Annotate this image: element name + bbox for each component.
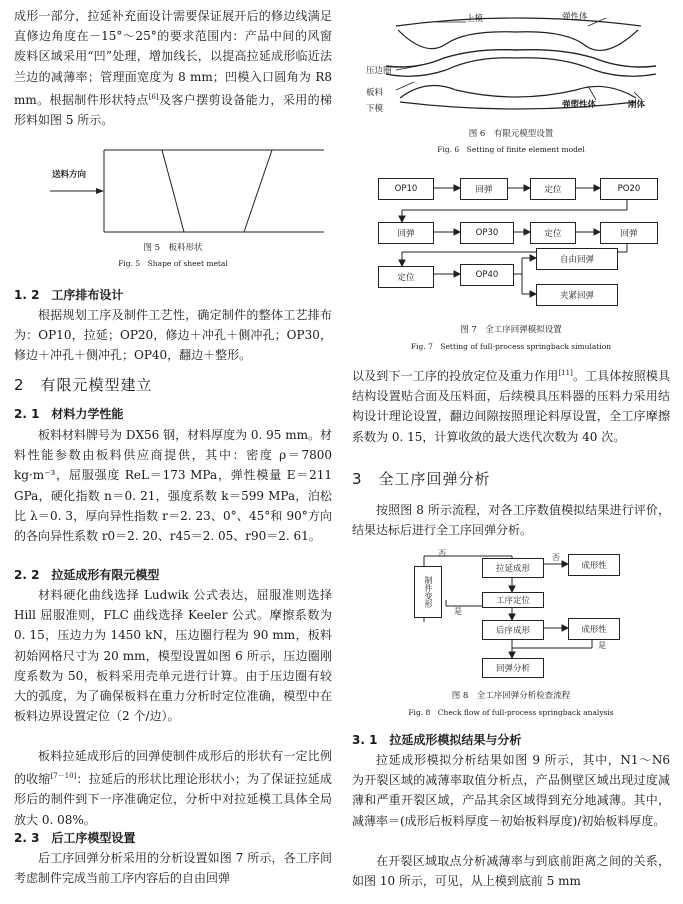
fig7-caption-cn: 图 7 全工序回弹模拟设置: [460, 325, 562, 335]
citation: [6]: [148, 92, 159, 101]
section-3-title: 3 全工序回弹分析: [352, 470, 491, 488]
section-3-text: 按照图 8 所示流程，对各工序数值模拟结果进行评价，结果达标后进行全工序回弹分析。: [352, 503, 670, 538]
flow-position-1: 定位: [530, 178, 576, 200]
flow-formability-1: 成形性: [568, 554, 620, 576]
flow-process-position: 工序定位: [482, 592, 544, 608]
citation: [11]: [558, 369, 573, 377]
section-2-1-text: 板料材料牌号为 DX56 钢，材料厚度为 0. 95 mm。材料性能参数由板料供应商提供，其中：密度 ρ＝7800 kg·m⁻³，屈服强度 ReL＝173 MPa，弹性模量 E＝211 GPa，硬化指数 n＝0. 21，强度系数 k＝599 MPa，泊松比 λ＝0. 3，厚向异性指数 r＝2. 23、0°、45°和 90°方向的各向异性系数 r0＝2. 20、r45＝2. 05、r90＝2. 61。: [14, 428, 332, 544]
label-no-1: 否: [438, 549, 446, 558]
fig6-caption-en: Fig. 6 Setting of finite element model: [437, 145, 585, 154]
figure-7: [372, 170, 662, 320]
fig5-caption-en: Fig. 5 Shape of sheet metal: [118, 259, 228, 268]
label-yes-1: 是: [454, 607, 462, 616]
section-2-title: 2 有限元模型建立: [14, 376, 153, 394]
fig8-caption-en: Fig. 8 Check flow of full-process springback analysis: [408, 708, 614, 717]
flow-part-deformation: 制件变形: [414, 566, 442, 618]
sheet-shape-diagram: [34, 146, 324, 236]
figure-8: [402, 548, 622, 678]
figure-6: [366, 8, 666, 120]
paragraph-top: 成形一部分，拉延补充面设计需要保证展开后的修边线满足直修边角度在－15°～25°的要求范围内：产品中间的风窗废料区域采用“凹”处理，增加线长，以提高拉延成形临近法兰边的减薄率；管理面宽度为 8 mm；凹模入口圆角为 R8 mm。根据制件形状特点[6]及客户摆剪设备能力，采用的梯形料如图 5 所示。: [14, 9, 332, 128]
label-upper-die: 上模: [466, 14, 484, 24]
flow-formability-2: 成形性: [568, 618, 620, 640]
figure-5: [34, 146, 324, 236]
label-lower-die: 下模: [366, 104, 384, 114]
flow-springback-3: 回弹: [600, 222, 658, 244]
label-yes-2: 是: [598, 641, 606, 650]
flow-position-3: 定位: [378, 266, 434, 288]
flow-op20: PO20: [600, 178, 658, 200]
section-2-1-title: 2. 1 材料力学性能: [14, 407, 124, 421]
label-elastic-body: 弹性体: [562, 12, 588, 22]
label-no-2: 否: [552, 553, 560, 562]
section-2-2-text: 材料硬化曲线选择 Ludwik 公式表达，屈服准则选择 Hill 屈服准则，FLC 曲线选择 Keeler 公式。摩擦系数为 0. 15，压边力为 1450 kN，压边圈行程为 90 mm，板料初始网格尺寸为 20 mm，模型设置如图 6 所示，压边圈刚度系数为 50，板料采用壳单元进行计算。由于压边圈有较大的弧度，为了确保板料在重力分析时定位准确，模型中在板料边界设置定位（2 个/边）。: [14, 588, 332, 724]
flow-op30: OP30: [460, 222, 514, 244]
fig7-caption-en: Fig. 7 Setting of full-process springback simulation: [410, 342, 612, 351]
flow-draw-forming: 拉延成形: [482, 558, 544, 578]
flow-free-springback: 自由回弹: [536, 248, 618, 270]
flow-clamped-springback: 夹紧回弹: [536, 284, 618, 306]
section-3-1-text: 拉延成形模拟分析结果如图 9 所示，其中，N1～N6 为开裂区域的减薄率取值分析点，产品侧壁区域出现过度减薄和严重开裂区域，产品其余区域得到充分地减薄。其中，减薄率＝(成形后板料厚度－初始板料厚度)/初始板料厚度。: [352, 753, 670, 828]
section-1-2-text: 根据规划工序及制件工艺性，确定制件的整体工艺排布为：OP10，拉延；OP20，修边＋冲孔＋侧冲孔；OP30，修边＋冲孔＋侧冲孔；OP40，翻边＋整形。: [14, 308, 332, 363]
label-elastoplastic: 弹塑性体: [562, 100, 597, 110]
section-2-2-title: 2. 2 拉延成形有限元模型: [14, 568, 160, 582]
feed-direction-label: 送料方向: [52, 170, 87, 180]
flow-springback-2: 回弹: [378, 222, 434, 244]
section-3-1-title: 3. 1 拉延成形模拟结果与分析: [352, 733, 522, 747]
flow-position-2: 定位: [530, 222, 576, 244]
fem-model-diagram: [366, 8, 666, 120]
label-rigid-body: 刚体: [628, 100, 646, 110]
flow-op40: OP40: [460, 264, 514, 286]
flow-springback-analysis: 回弹分析: [482, 658, 544, 678]
paragraph-continued: 以及到下一工序的投放定位及重力作用[11]。工具体按照模具结构设置贴合面及压料面，后续模具压料器的压料力采用结构设计理论设置，翻边间隙按照理论料厚设置，全工序摩擦系数为 0. 15，计算收敛的最大迭代次数为 40 次。: [352, 369, 670, 444]
label-blank-holder: 压边圈: [366, 66, 392, 76]
section-2-3-title: 2. 3 后工序模型设置: [14, 831, 136, 845]
flow-springback-1: 回弹: [460, 178, 508, 200]
section-2-2-text-2: 板料拉延成形后的回弹使制件成形后的形状有一定比例的收缩[7－10]：拉延后的形状比理论形状小；为了保证拉延成形后的制件到下一序准确定位，分析中对拉延模工具体全局放大 0. 08%。: [14, 749, 332, 827]
fig6-caption-cn: 图 6 有限元模型设置: [468, 129, 554, 139]
flow-op10: OP10: [378, 178, 434, 200]
fig5-caption-cn: 图 5 板料形状: [143, 243, 203, 253]
fig8-caption-cn: 图 8 全工序回弹分析检查流程: [451, 691, 571, 701]
citation: [7－10]: [50, 772, 77, 781]
section-3-1-text-2: 在开裂区域取点分析减薄率与到底前距离之间的关系，如图 10 所示，可见，从上模到底前 5 mm: [352, 854, 670, 889]
section-2-3-text: 后工序回弹分析采用的分析设置如图 7 所示，各工序间考虑制件完成当前工序内容后的自由回弹: [14, 851, 332, 886]
flow-later-forming: 后序成形: [482, 620, 544, 640]
section-1-2-title: 1. 2 工序排布设计: [14, 288, 124, 302]
label-sheet: 板料: [366, 88, 384, 98]
